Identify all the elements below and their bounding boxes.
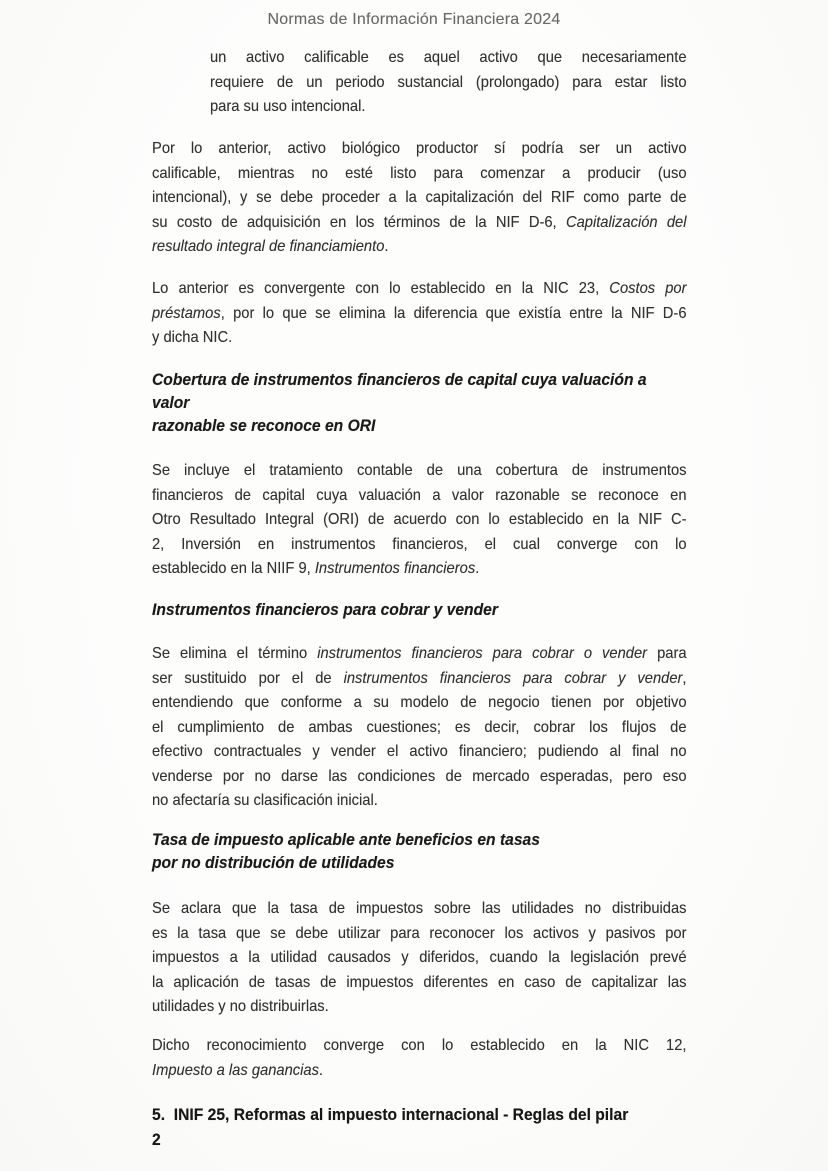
text-segment: su costo de adquisición en los términos de la NIF D-6, <box>152 213 566 231</box>
text-segment: por no distribución de utilidades <box>152 853 395 872</box>
text-line <box>152 557 687 582</box>
text-segment: Se elimina el término <box>152 645 318 662</box>
italic-text-segment: Instrumentos financieros <box>314 560 476 577</box>
text-line <box>152 533 687 558</box>
heading-instrumentos-cobrar-vender <box>152 598 687 621</box>
text-line <box>152 211 687 236</box>
text-line <box>152 302 687 327</box>
text-segment: . <box>475 560 480 577</box>
text-segment: , por lo que se elimina la diferencia que existía entre la NIF D-6 <box>220 304 687 322</box>
text-line <box>152 642 687 667</box>
text-line <box>152 995 687 1020</box>
text-line <box>152 851 687 874</box>
text-line <box>152 828 687 851</box>
text-line <box>152 971 687 996</box>
text-segment: , <box>682 669 687 687</box>
text-segment: 5. INIF 25, Reformas al impuesto internacional - Reglas del pilar <box>152 1105 629 1124</box>
text-line <box>152 508 687 533</box>
italic-text-segment: instrumentos financieros para cobrar y vender <box>343 669 683 687</box>
paragraph-activo-biologico <box>152 137 687 260</box>
text-line <box>152 765 687 790</box>
text-segment: Otro Resultado Integral (ORI) de acuerdo con lo establecido en la NIF C- <box>152 511 687 528</box>
text-segment: Por lo anterior, activo biológico productor sí podría ser un activo <box>152 140 687 157</box>
text-segment: entendiendo que conforme a su modelo de negocio tienen por objetivo <box>152 694 687 711</box>
heading-cobertura-instrumentos <box>152 368 687 437</box>
text-line <box>210 71 687 96</box>
text-line <box>152 740 687 765</box>
text-segment: Se aclara que la tasa de impuestos sobre las utilidades no distribuidas <box>152 900 687 917</box>
italic-text-segment: resultado integral de financiamiento <box>152 238 385 255</box>
text-line <box>152 1102 687 1127</box>
text-line <box>152 326 687 351</box>
text-line <box>152 186 687 211</box>
text-line <box>152 1127 687 1152</box>
text-line <box>152 598 687 621</box>
paragraph-cobertura-detalle <box>152 459 687 582</box>
paragraph-tasa-detalle <box>152 897 687 1020</box>
text-segment: para <box>647 645 687 662</box>
text-line <box>152 922 687 947</box>
paragraph-convergencia-nic23 <box>152 277 687 351</box>
text-segment: efectivo contractuales y vender el activo financiero; pudiendo al final no <box>152 743 687 760</box>
text-line <box>152 484 687 509</box>
text-line <box>210 46 687 71</box>
page-header-title: Normas de Información Financiera 2024 <box>267 11 561 28</box>
text-line <box>152 235 687 260</box>
text-line <box>152 162 687 187</box>
text-line <box>152 368 687 391</box>
text-line <box>210 95 687 120</box>
text-segment: razonable se reconoce en ORI <box>152 416 376 435</box>
text-segment: ser sustituido por el de <box>152 669 344 687</box>
italic-text-segment: Costos por <box>609 280 687 297</box>
text-line <box>152 414 687 437</box>
text-line <box>152 1034 687 1059</box>
text-line <box>152 691 687 716</box>
text-line <box>152 277 687 302</box>
text-segment: 2 <box>152 1130 161 1149</box>
text-line <box>152 137 687 162</box>
text-line <box>152 897 687 922</box>
heading-inif-25 <box>152 1102 687 1152</box>
text-segment: calificable, mientras no esté listo para comenzar a producir (uso <box>152 164 687 182</box>
text-line <box>152 1059 687 1084</box>
text-segment: 2, Inversión en instrumentos financieros, el cual converge con lo <box>152 535 687 553</box>
text-segment: Se incluye el tratamiento contable de una cobertura de instrumentos <box>152 462 687 479</box>
quoted-definition-paragraph <box>210 46 687 120</box>
text-segment: intencional), y se debe proceder a la capitalización del RIF como parte de <box>152 189 687 206</box>
text-segment: . <box>318 1061 324 1079</box>
paragraph-termino-sustituido <box>152 642 687 814</box>
text-segment: para su uso intencional. <box>209 98 366 115</box>
text-line <box>152 667 687 692</box>
text-segment: la aplicación de tasas de impuestos diferentes en caso de capitalizar las <box>152 973 687 991</box>
text-segment: Tasa de impuesto aplicable ante beneficios en tasas <box>152 830 540 849</box>
italic-text-segment: Capitalización del <box>565 213 687 231</box>
text-segment: y dicha NIC. <box>152 329 233 346</box>
text-segment: Instrumentos financieros para cobrar y vender <box>152 600 498 619</box>
text-segment: financieros de capital cuya valuación a valor razonable se reconoce en <box>152 486 687 504</box>
text-segment: . <box>384 238 389 255</box>
text-segment: Dicho reconocimiento converge con lo establecido en la NIC 12, <box>152 1037 687 1054</box>
text-segment: no afectaría su clasificación inicial. <box>152 792 378 809</box>
heading-tasa-impuesto <box>152 828 687 874</box>
text-segment: venderse por no darse las condiciones de mercado esperadas, pero eso <box>152 767 687 785</box>
text-segment: Lo anterior es convergente con lo establecido en la NIC 23, <box>152 280 610 297</box>
italic-text-segment: préstamos <box>152 304 221 322</box>
text-segment: valor <box>152 393 190 412</box>
text-segment: es la tasa que se debe utilizar para reconocer los activos y pasivos por <box>152 924 687 942</box>
text-segment: impuestos a la utilidad causados y diferidos, cuando la legislación prevé <box>152 949 687 966</box>
text-line <box>152 391 687 414</box>
text-line <box>152 789 687 814</box>
italic-text-segment: instrumentos financieros para cobrar o vender <box>317 645 648 662</box>
text-line <box>152 946 687 971</box>
text-line <box>152 716 687 741</box>
paragraph-convergencia-nic12 <box>152 1034 687 1083</box>
text-segment: utilidades y no distribuirlas. <box>152 998 329 1015</box>
text-segment: establecido en la NIIF 9, <box>152 560 315 577</box>
text-segment: Cobertura de instrumentos financieros de capital cuya valuación a <box>152 370 647 389</box>
text-segment: el cumplimiento de ambas cuestiones; es decir, cobrar los flujos de <box>152 718 687 736</box>
text-segment: un activo calificable es aquel activo que necesariamente <box>209 49 687 66</box>
page-header <box>0 8 828 32</box>
text-line <box>152 459 687 484</box>
italic-text-segment: Impuesto a las ganancias <box>152 1061 319 1079</box>
text-segment: requiere de un periodo sustancial (prolongado) para estar listo <box>209 73 687 91</box>
